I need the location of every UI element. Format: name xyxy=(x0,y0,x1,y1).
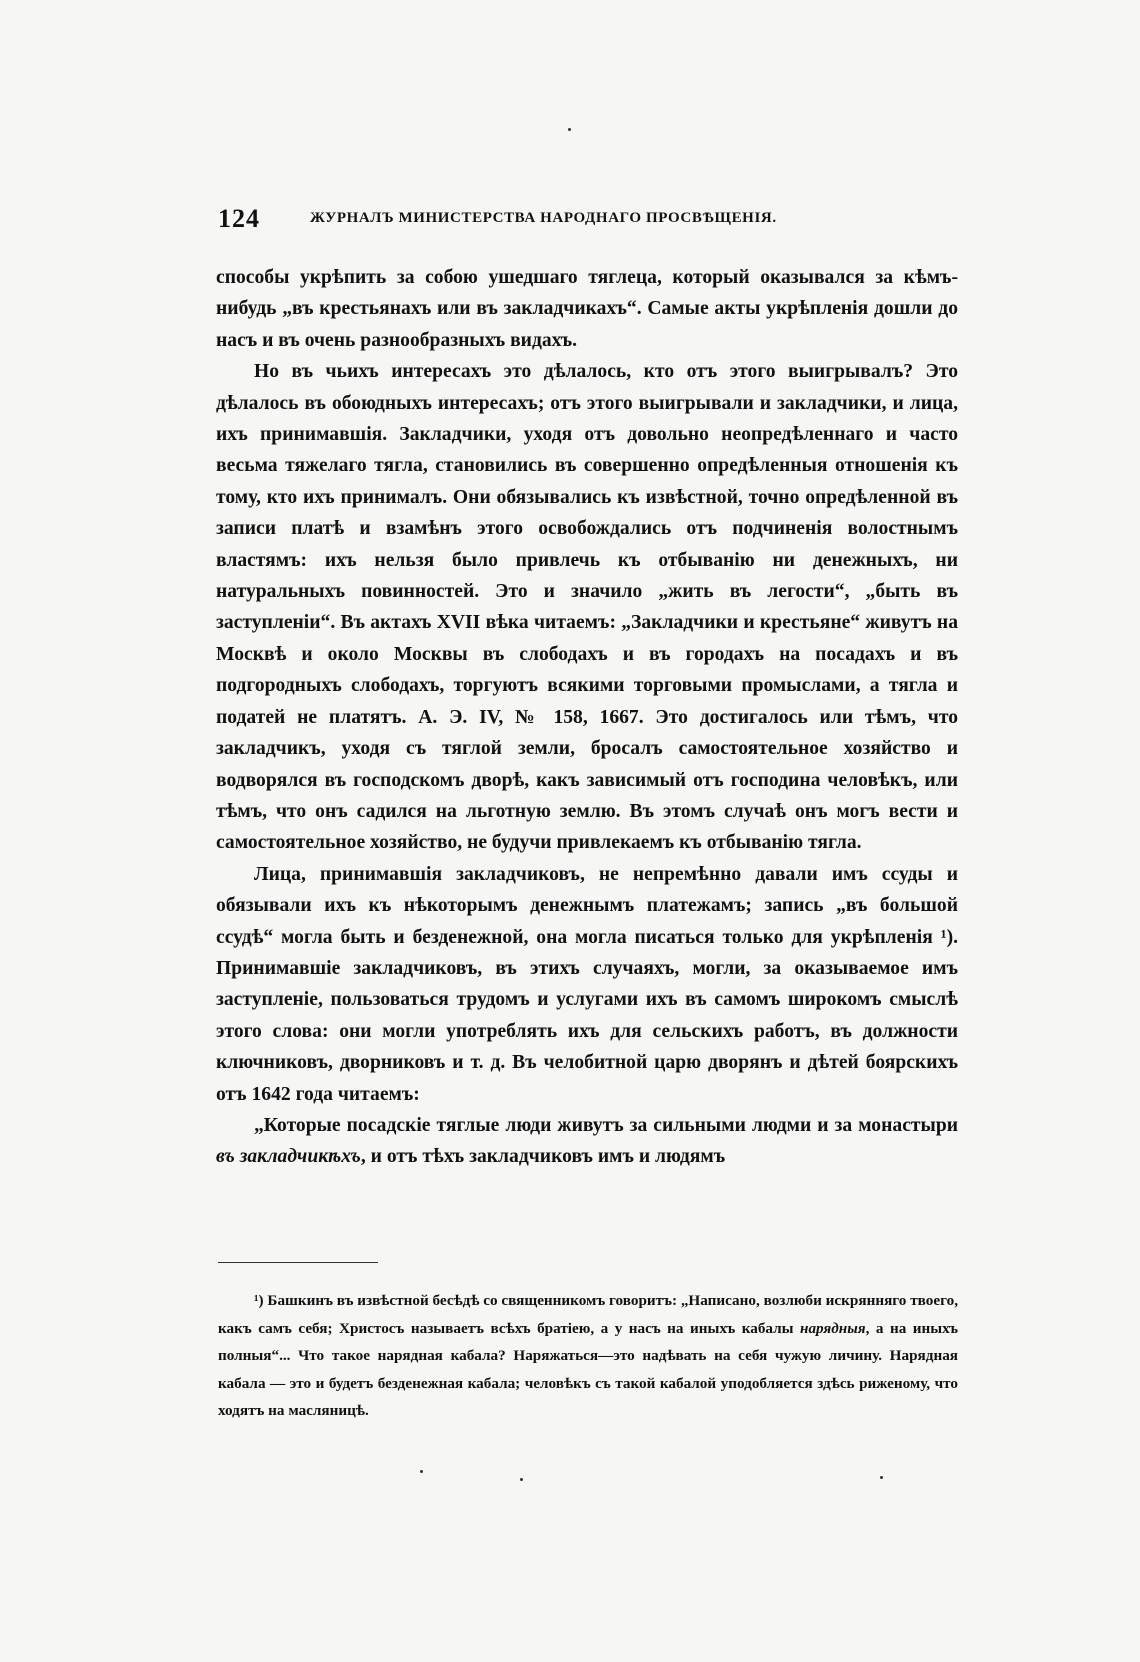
paragraph-3: Лица, принимавшія закладчиковъ, не непремѣнно давали имъ ссуды и обязывали ихъ къ нѣкоторымъ денежнымъ платежамъ; запись „въ большой ссудѣ“ могла быть и безденежной, она могла писаться только для укрѣпленія ¹). Принимавшіе закладчиковъ, въ этихъ случаяхъ, могли, за оказываемое имъ заступленіе, пользоваться трудомъ и услугами ихъ въ самомъ широкомъ смыслѣ этого слова: они могли употреблять ихъ для сельскихъ работъ, въ должности ключниковъ, дворниковъ и т. д. Въ челобитной царю дворянъ и дѣтей боярскихъ отъ 1642 года читаемъ: xyxy=(216,863,958,1105)
scan-speck xyxy=(568,128,571,131)
footnote xyxy=(218,1287,958,1425)
body-text xyxy=(216,262,958,1173)
quote-end: , и отъ тѣхъ закладчиковъ имъ и людямъ xyxy=(360,1146,726,1168)
footnote-text-1: ¹) Башкинъ въ извѣстной бесѣдѣ со священникомъ говоритъ: „Написано, возлюби искрянняго твоего, какъ самъ себя; Христосъ называетъ всѣхъ братіею, а у насъ на иныхъ кабалы xyxy=(218,1292,958,1337)
scan-speck xyxy=(420,1470,423,1473)
page-header xyxy=(218,204,918,234)
footnote-text-2: , а на иныхъ полныя“... Что такое нарядная кабала? Наряжаться—это надѣвать на себя чужую личину. Нарядная кабала — это и будетъ безденежная кабала; человѣкъ съ такой кабалой уподобляется здѣсь риженому, что ходятъ на масляницѣ. xyxy=(218,1319,958,1420)
scan-speck xyxy=(520,1478,523,1481)
footnote-italic: нарядныя xyxy=(800,1319,866,1337)
running-title: ЖУРНАЛЪ МИНИСТЕРСТВА НАРОДНАГО ПРОСВѢЩЕНІЯ. xyxy=(310,210,777,226)
paragraph-2: Но въ чьихъ интересахъ это дѣлалось, кто отъ этого выигрывалъ? Это дѣлалось въ обоюдныхъ интересахъ; отъ этого выигрывали и закладчики, и лица, ихъ принимавшія. Закладчики, уходя отъ довольно неопредѣленнаго и часто весьма тяжелаго тягла, становились въ совершенно опредѣленныя отношенія къ тому, кто ихъ принималъ. Они обязывались къ извѣстной, точно опредѣленной въ записи платѣ и взамѣнъ этого освобождались отъ подчиненія волостнымъ властямъ: ихъ нельзя было привлечь къ отбыванію ни денежныхъ, ни натуральныхъ повинностей. Это и значило „жить въ легости“, „быть въ заступленіи“. Въ актахъ XVII вѣка читаемъ: „Закладчики и крестьяне“ живутъ на Москвѣ и около Москвы въ слободахъ и въ городахъ на посадахъ и въ подгородныхъ слободахъ, торгуютъ всякими торговыми промыслами, а тягла и податей не платятъ. А. Э. IV, № 158, 1667. Это достигалось или тѣмъ, что закладчикъ, уходя съ тяглой земли, бросалъ самостоятельное хозяйство и водворялся въ господскомъ дворѣ, какъ зависимый отъ господина человѣкъ, или тѣмъ, что онъ садился на льготную землю. Въ этомъ случаѣ онъ могъ вести и самостоятельное хозяйство, не будучи привлекаемъ къ отбыванію тягла. xyxy=(216,361,958,854)
footnote-divider xyxy=(218,1262,378,1263)
quote-italic: въ закладчикѣхъ xyxy=(216,1146,361,1168)
scan-speck xyxy=(880,1476,883,1479)
paragraph-1: способы укрѣпить за собою ушедшаго тяглеца, который оказывался за кѣмъ-нибудь „въ крестьянахъ или въ закладчикахъ“. Самые акты укрѣпленія дошли до насъ и въ очень разнообразныхъ видахъ. xyxy=(216,267,958,351)
page-number: 124 xyxy=(218,204,260,233)
quotation xyxy=(216,1110,958,1173)
quote-start: „Которые посадскіе тяглые люди живутъ за сильными людми и за монастыри xyxy=(254,1114,958,1136)
